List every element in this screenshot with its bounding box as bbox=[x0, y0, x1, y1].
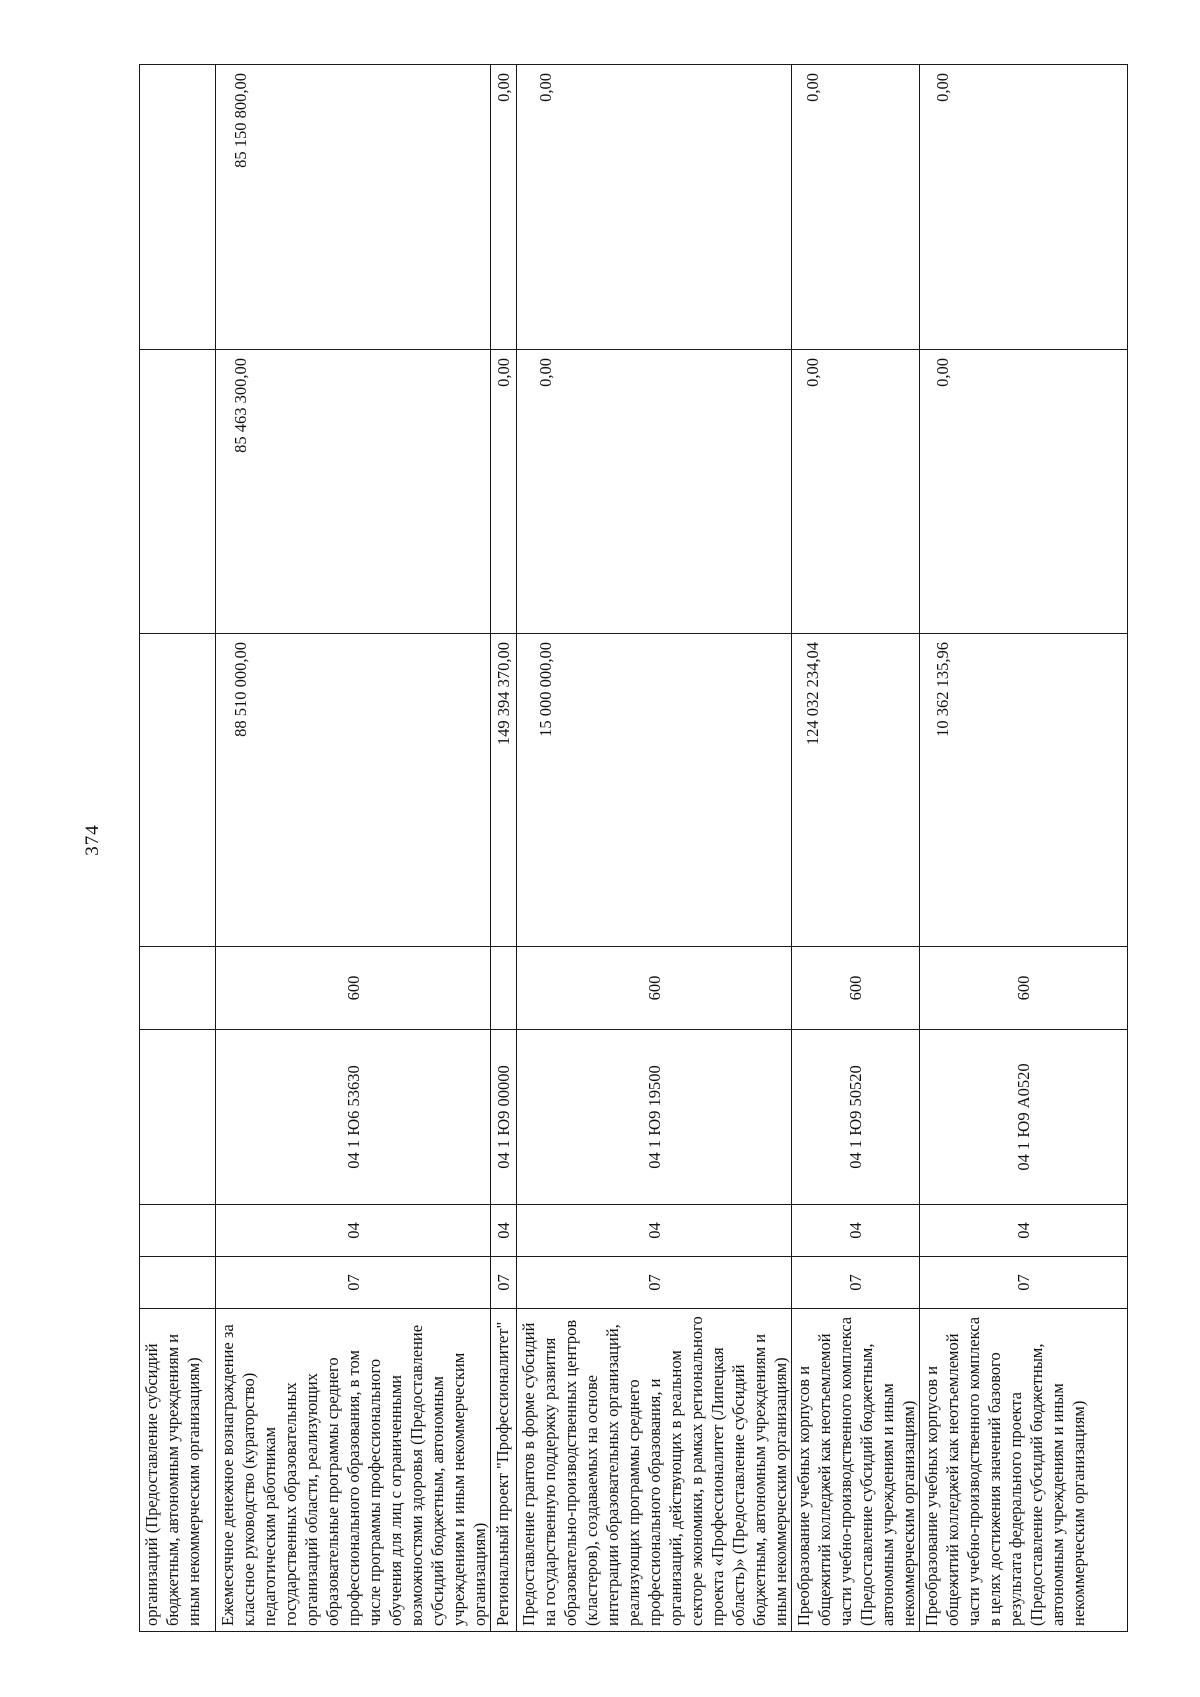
budget-table bbox=[139, 64, 1128, 1632]
row-subsection: 04 bbox=[792, 1205, 920, 1257]
row-amount-2: 0,00 bbox=[792, 350, 920, 634]
table-row bbox=[920, 65, 1128, 1632]
rotated-table-container bbox=[139, 65, 1088, 1632]
row-target-article: 04 1 Ю9 00000 bbox=[491, 1030, 517, 1205]
row-expense-type bbox=[491, 947, 517, 1030]
table-viewport bbox=[139, 65, 1088, 1632]
row-amount-1: 10 362 135,96 bbox=[920, 634, 1128, 947]
row-description: Ежемесячное денежное вознаграждение за классное руководство (кураторство) педагогическим работникам государственных образовательных организаций области, реализующих образовательные программы среднего профессионального образования, в том числе программы профессионального обучения для лиц с ограниченными возможностями здоровья (Предоставление субсидий бюджетным, автономным учреждениям и иным некоммерческим организациям) bbox=[216, 1309, 491, 1632]
row-target-article: 04 1 Ю9 19500 bbox=[517, 1030, 792, 1205]
row-description: Преобразование учебных корпусов и общежитий колледжей как неотъемлемой части учебно-производственного комплекса в целях достижения значений базового результата федерального проекта (Предоставление субсидий бюджетным, автономным учреждениям и иным некоммерческим организациям) bbox=[920, 1309, 1128, 1632]
row-expense-type bbox=[140, 947, 216, 1030]
row-amount-1: 88 510 000,00 bbox=[216, 634, 491, 947]
row-amount-1: 124 032 234,04 bbox=[792, 634, 920, 947]
table-row bbox=[216, 65, 491, 1632]
row-expense-type: 600 bbox=[920, 947, 1128, 1030]
row-section: 07 bbox=[920, 1257, 1128, 1309]
row-amount-3 bbox=[140, 65, 216, 350]
row-expense-type: 600 bbox=[792, 947, 920, 1030]
row-description: организаций (Предоставление субсидий бюджетным, автономным учреждениям и иным некоммерческим организациям) bbox=[140, 1309, 216, 1632]
row-target-article bbox=[140, 1030, 216, 1205]
row-section: 07 bbox=[216, 1257, 491, 1309]
row-expense-type: 600 bbox=[216, 947, 491, 1030]
row-target-article: 04 1 Ю6 53630 bbox=[216, 1030, 491, 1205]
row-subsection: 04 bbox=[216, 1205, 491, 1257]
row-subsection: 04 bbox=[491, 1205, 517, 1257]
row-section: 07 bbox=[517, 1257, 792, 1309]
row-amount-1: 15 000 000,00 bbox=[517, 634, 792, 947]
row-expense-type: 600 bbox=[517, 947, 792, 1030]
row-amount-3: 0,00 bbox=[517, 65, 792, 350]
table-row bbox=[140, 65, 216, 1632]
row-target-article: 04 1 Ю9 A0520 bbox=[920, 1030, 1128, 1205]
row-amount-2: 0,00 bbox=[491, 350, 517, 634]
row-description: Преобразование учебных корпусов и общежитий колледжей как неотъемлемой части учебно-производственного комплекса (Предоставление субсидий бюджетным, автономным учреждениям и иным некоммерческим организациям) bbox=[792, 1309, 920, 1632]
row-amount-1: 149 394 370,00 bbox=[491, 634, 517, 947]
table-row bbox=[491, 65, 517, 1632]
row-amount-3: 0,00 bbox=[920, 65, 1128, 350]
row-amount-1 bbox=[140, 634, 216, 947]
table-row bbox=[792, 65, 920, 1632]
page-number: 374 bbox=[82, 824, 103, 856]
row-amount-3: 0,00 bbox=[792, 65, 920, 350]
row-amount-3: 85 150 800,00 bbox=[216, 65, 491, 350]
row-subsection bbox=[140, 1205, 216, 1257]
row-target-article: 04 1 Ю9 50520 bbox=[792, 1030, 920, 1205]
row-section: 07 bbox=[792, 1257, 920, 1309]
table-row bbox=[517, 65, 792, 1632]
row-description: Предоставление грантов в форме субсидий на государственную поддержку развития образовательно-производственных центров (кластеров), создаваемых на основе интеграции образовательных организаций, реализующих программы среднего профессионального образования, и организаций, действующих в реальном секторе экономики, в рамках регионального проекта «Профессионалитет (Липецкая область)» (Предоставление субсидий бюджетным, автономным учреждениям и иным некоммерческим организациям) bbox=[517, 1309, 792, 1632]
row-amount-2 bbox=[140, 350, 216, 634]
row-subsection: 04 bbox=[920, 1205, 1128, 1257]
table-body bbox=[140, 65, 1128, 1632]
row-section bbox=[140, 1257, 216, 1309]
row-amount-2: 0,00 bbox=[920, 350, 1128, 634]
row-subsection: 04 bbox=[517, 1205, 792, 1257]
row-section: 07 bbox=[491, 1257, 517, 1309]
row-amount-2: 85 463 300,00 bbox=[216, 350, 491, 634]
row-amount-2: 0,00 bbox=[517, 350, 792, 634]
row-description: Региональный проект "Профессионалитет" bbox=[491, 1309, 517, 1632]
row-amount-3: 0,00 bbox=[491, 65, 517, 350]
